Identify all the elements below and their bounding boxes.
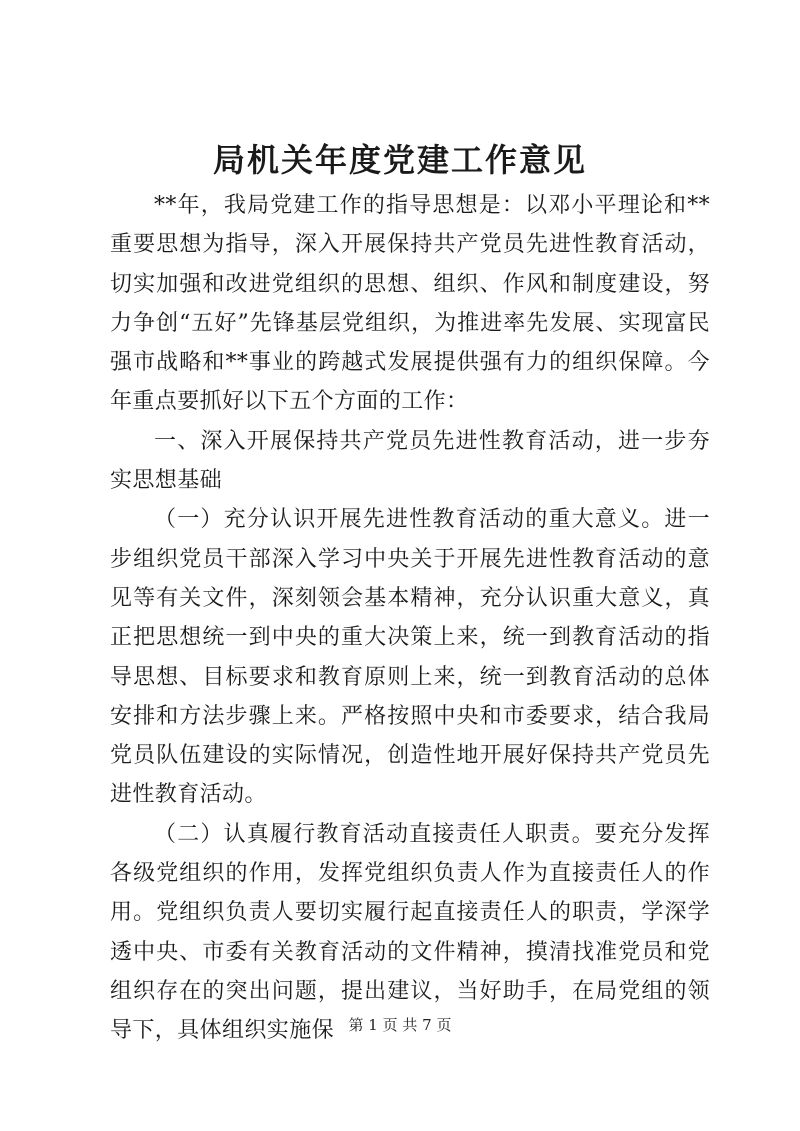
section-heading-1: 一、深入开展保持共产党员先进性教育活动，进一步夯实思想基础 bbox=[110, 428, 710, 494]
page-footer: 第 1 页 共 7 页 bbox=[348, 1016, 452, 1034]
paragraph-item-2: （二）认真履行教育活动直接责任人职责。要充分发挥各级党组织的作用，发挥党组织负责人作为直接责任人的作用。党组织负责人要切实履行起直接责任人的职责，学深学透中央、市委有关教育活动的文件精神，摸清找准党员和党组织存在的突出问题，提出建议，当好助手，在局党组的领导下，具体组织实施保 bbox=[110, 821, 710, 1044]
paragraph-item-1: （一）充分认识开展先进性教育活动的重大意义。进一步组织党员干部深入学习中央关于开展先进性教育活动的意见等有关文件，深刻领会基本精神，充分认识重大意义，真正把思想统一到中央的重大决策上来，统一到教育活动的指导思想、目标要求和教育原则上来，统一到教育活动的总体安排和方法步骤上来。严格按照中央和市委要求，结合我局党员队伍建设的实际情况，创造性地开展好保持共产党员先进性教育活动。 bbox=[110, 507, 710, 808]
paragraph-intro: **年，我局党建工作的指导思想是：以邓小平理论和**重要思想为指导，深入开展保持共产党员先进性教育活动，切实加强和改进党组织的思想、组织、作风和制度建设，努力争创“五好”先锋基层党组织，为推进率先发展、实现富民强市战略和**事业的跨越式发展提供强有力的组织保障。今年重点要抓好以下五个方面的工作： bbox=[110, 193, 710, 415]
document-title: 局机关年度党建工作意见 bbox=[212, 141, 587, 179]
document-body bbox=[110, 186, 710, 1051]
